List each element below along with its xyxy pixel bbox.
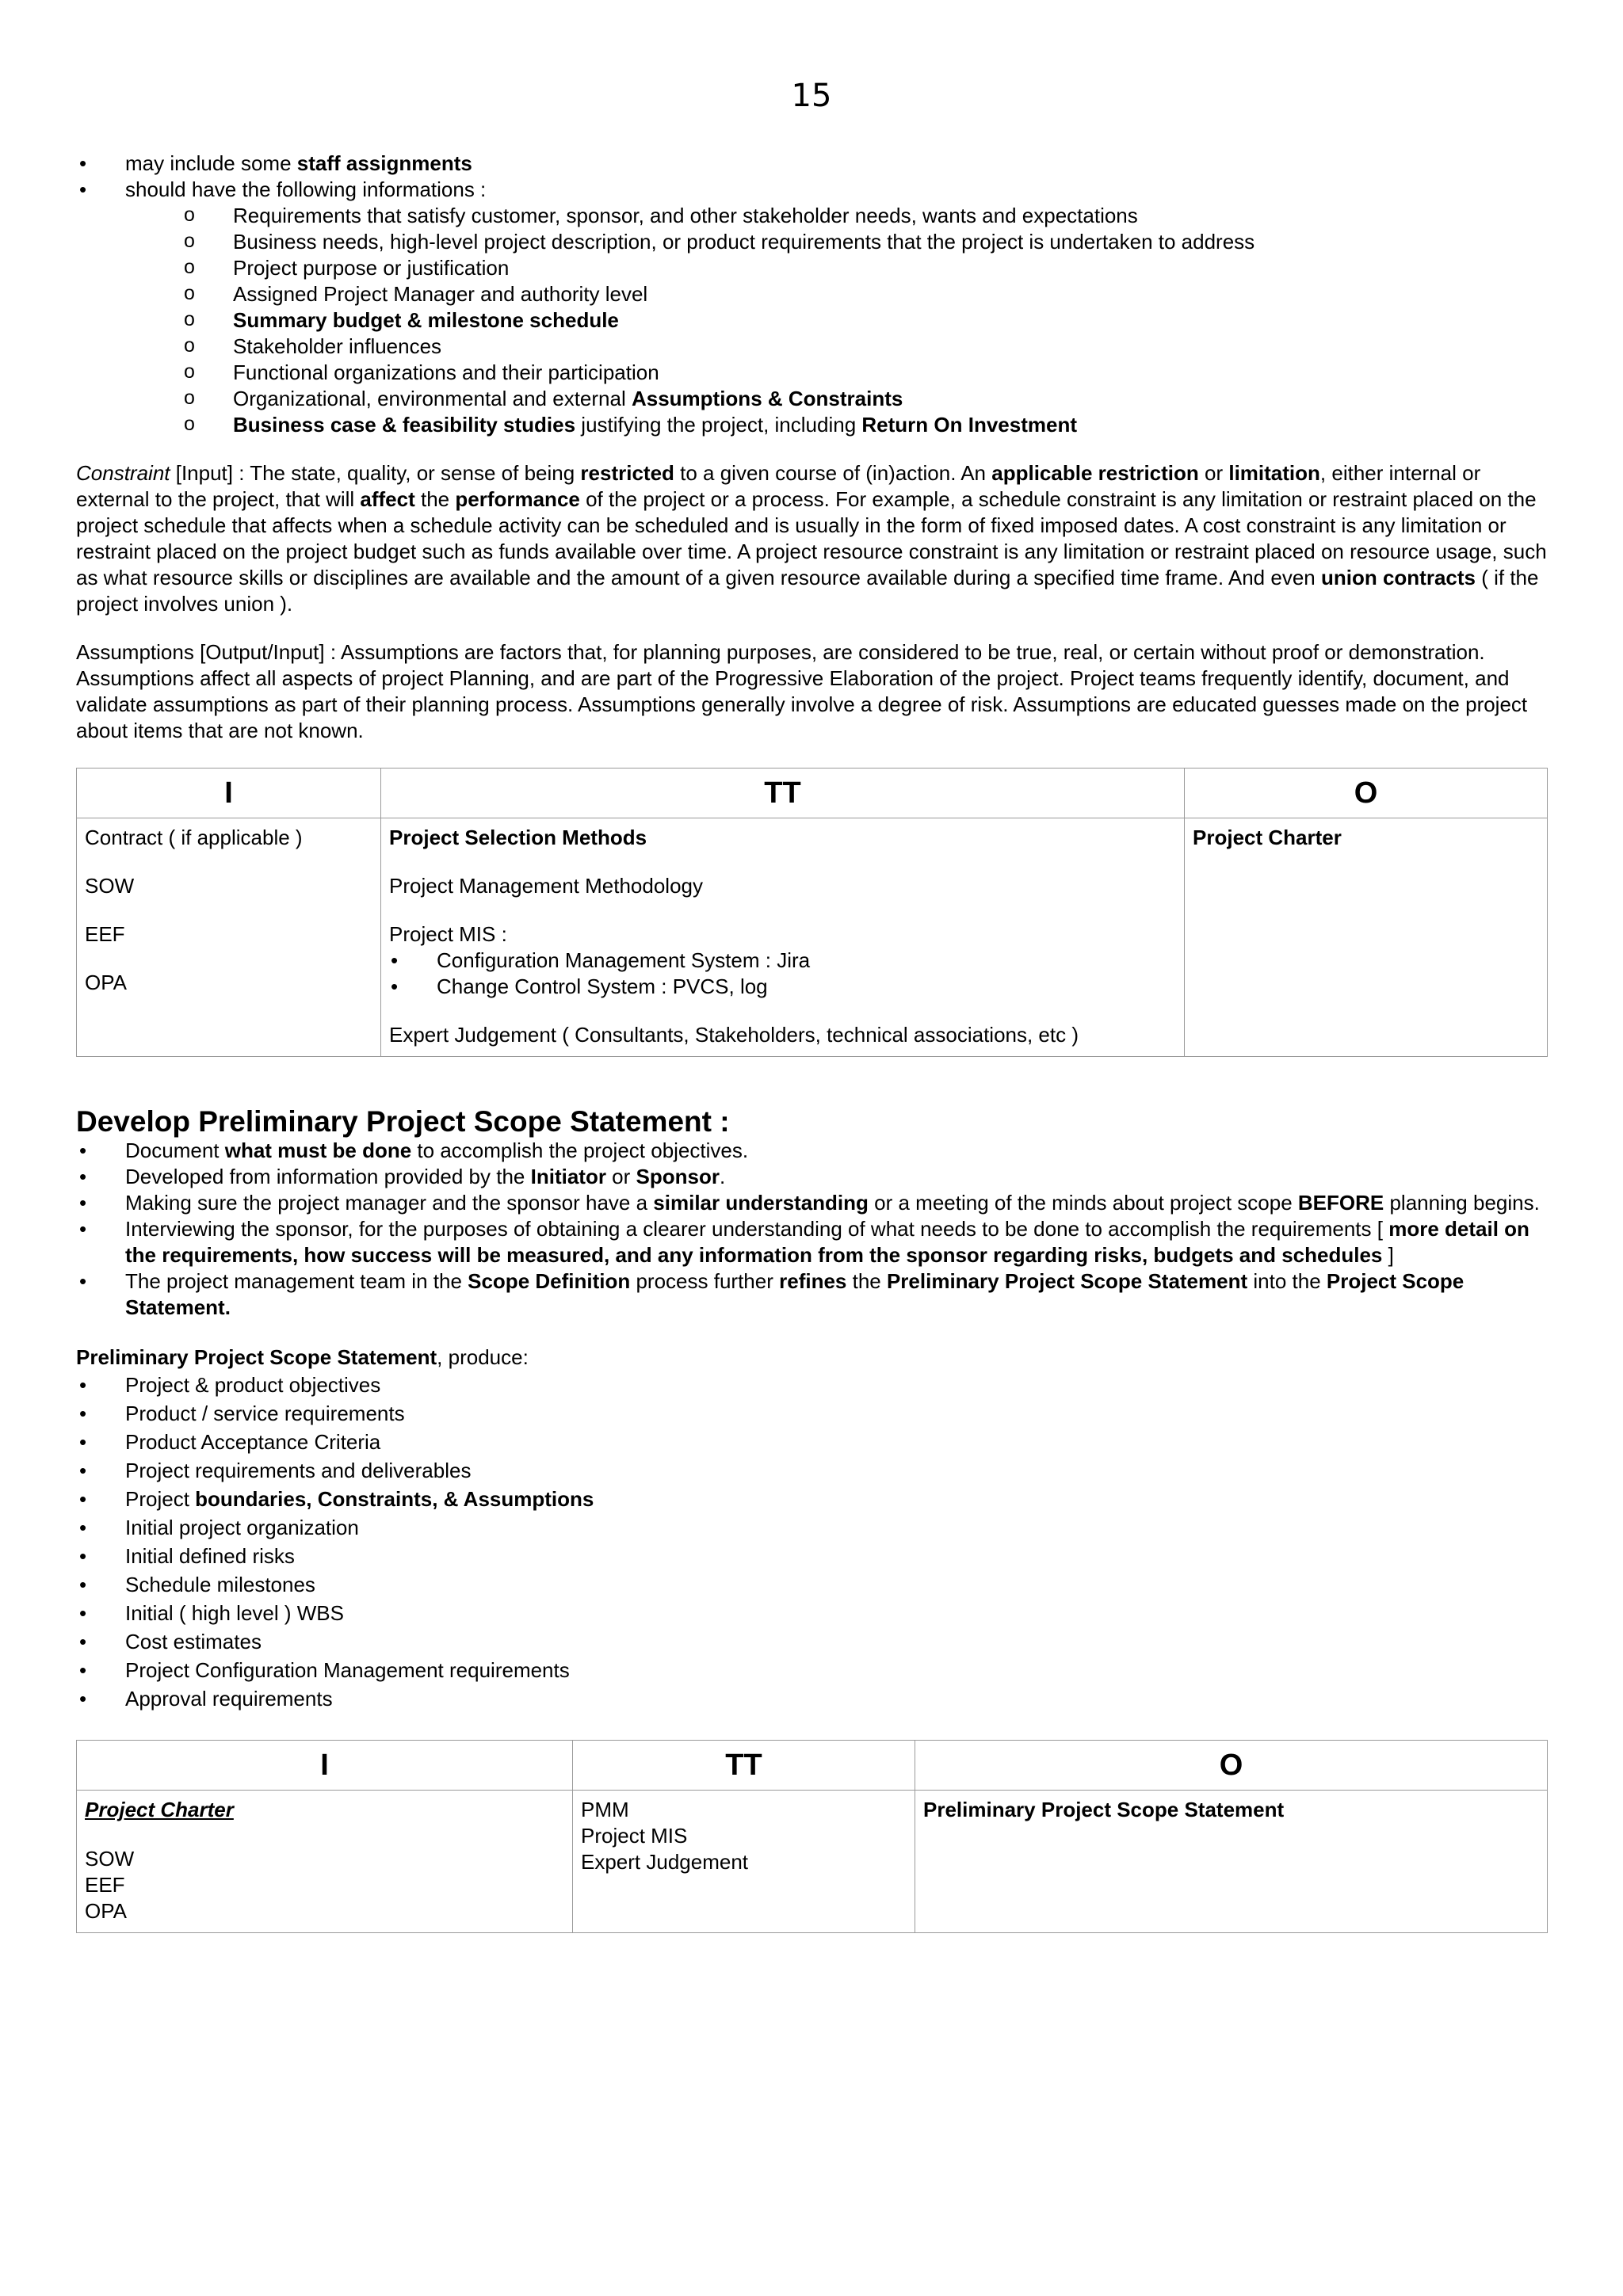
- tool-item: Project Management Methodology: [389, 874, 704, 898]
- output-item: Project Charter: [1193, 826, 1342, 849]
- list-item: • Configuration Management System : Jira: [389, 948, 1176, 974]
- preliminary-scope-title: Preliminary Project Scope Statement, produce:: [76, 1345, 529, 1369]
- list-item: • Project requirements and deliverables: [76, 1456, 1547, 1485]
- list-item: o Business case & feasibility studies justifying the project, including Return On Investment: [125, 412, 1547, 438]
- input-item: Project Charter: [85, 1798, 234, 1821]
- document-body: [76, 151, 1547, 1933]
- list-item: o Organizational, environmental and external Assumptions & Constraints: [125, 386, 1547, 412]
- list-item: • Interviewing the sponsor, for the purposes of obtaining a clearer understanding of what needs to be done to accomplish the requirements [ more detail on the requirements, how success will be measured, and any information from the sponsor regarding risks, budgets and schedules ]: [76, 1216, 1547, 1268]
- list-item: • Making sure the project manager and the sponsor have a similar understanding or a meeting of the minds about project scope BEFORE planning begins.: [76, 1190, 1547, 1216]
- input-item: Contract ( if applicable ): [85, 826, 303, 849]
- list-item: o Assigned Project Manager and authority level: [125, 281, 1547, 307]
- tool-item: Project Selection Methods: [389, 826, 647, 849]
- input-item: OPA: [85, 1899, 127, 1923]
- list-item: • Schedule milestones: [76, 1570, 1547, 1599]
- tool-item: Expert Judgement ( Consultants, Stakeholders, technical associations, etc ): [389, 1023, 1079, 1047]
- outputs-cell: [1185, 818, 1548, 1057]
- tool-item: Project MIS :: [389, 922, 507, 946]
- list-item: • Product / service requirements: [76, 1399, 1547, 1428]
- section-heading: Develop Preliminary Project Scope Statement :: [76, 1105, 730, 1138]
- list-item: • Project Configuration Management requirements: [76, 1656, 1547, 1684]
- list-item: • The project management team in the Scope Definition process further refines the Preliminary Project Scope Statement into the Project Scope Statement.: [76, 1268, 1547, 1321]
- tools-techniques-cell: [381, 818, 1185, 1057]
- list-item: • Initial ( high level ) WBS: [76, 1599, 1547, 1627]
- inputs-cell: [77, 818, 381, 1057]
- list-item: • Initial defined risks: [76, 1542, 1547, 1570]
- list-item: • Cost estimates: [76, 1627, 1547, 1656]
- list-item: o Project purpose or justification: [125, 255, 1547, 281]
- list-item: • Product Acceptance Criteria: [76, 1428, 1547, 1456]
- input-item: OPA: [85, 971, 127, 994]
- tool-item: PMM: [581, 1798, 629, 1821]
- list-item: • Initial project organization: [76, 1513, 1547, 1542]
- produce-bullet-list: [76, 1371, 1547, 1713]
- scope-bullet-list: [76, 1138, 1547, 1321]
- mis-list: [389, 948, 1176, 1000]
- list-item: o Business needs, high-level project description, or product requirements that the project is undertaken to address: [125, 229, 1547, 255]
- inputs-cell: [77, 1791, 573, 1933]
- list-item: • should have the following informations : o Requirements that satisfy customer, sponsor, and other stakeholder needs, wants and expectations o Business needs, high-level project description, or product requirements that the project is undertaken to address o Project purpose or justification o Assigned Project Manager and authority level o Summary budget & milestone schedule o Stakeholder influences o Functional organizations and their participation o Organizational, environmental and external Assumptions & Constraints o Business case & feasibility studies justifying the project, including Return On Investment: [76, 177, 1547, 438]
- tools-techniques-header: TT: [573, 1741, 915, 1791]
- list-item: • Change Control System : PVCS, log: [389, 974, 1176, 1000]
- inputs-header: I: [77, 1741, 573, 1791]
- tool-item: Project MIS: [581, 1824, 688, 1848]
- list-item: • Developed from information provided by the Initiator or Sponsor.: [76, 1164, 1547, 1190]
- output-item: Preliminary Project Scope Statement: [923, 1798, 1285, 1821]
- outputs-header: O: [915, 1741, 1548, 1791]
- input-item: EEF: [85, 1873, 125, 1897]
- inputs-header: I: [77, 769, 381, 818]
- itto-table-charter: [76, 768, 1548, 1057]
- tools-techniques-cell: [573, 1791, 915, 1933]
- list-item: o Requirements that satisfy customer, sponsor, and other stakeholder needs, wants and expectations: [125, 203, 1547, 229]
- list-item: o Functional organizations and their participation: [125, 360, 1547, 386]
- tools-techniques-header: TT: [381, 769, 1185, 818]
- list-item: o Summary budget & milestone schedule: [125, 307, 1547, 334]
- assumptions-paragraph: Assumptions [Output/Input] : Assumptions are factors that, for planning purposes, are considered to be true, real, or certain without proof or demonstration. Assumptions affect all aspects of project Planning, and are part of the Progressive Elaboration of the project. Project teams frequently identify, document, and validate assumptions as part of their planning process. Assumptions generally involve a degree of risk. Assumptions are educated guesses made on the project about items that are not known.: [76, 640, 1528, 742]
- list-item: • Project boundaries, Constraints, & Assumptions: [76, 1485, 1547, 1513]
- page-number: 15: [791, 78, 832, 114]
- tool-item: Expert Judgement: [581, 1850, 749, 1874]
- list-item: • Project & product objectives: [76, 1371, 1547, 1399]
- top-bullet-list: [76, 151, 1547, 438]
- input-item: SOW: [85, 874, 135, 898]
- list-item: o Stakeholder influences: [125, 334, 1547, 360]
- input-item: SOW: [85, 1847, 135, 1871]
- list-item: • Approval requirements: [76, 1684, 1547, 1713]
- outputs-header: O: [1185, 769, 1548, 818]
- outputs-cell: [915, 1791, 1548, 1933]
- input-item: EEF: [85, 922, 125, 946]
- constraint-paragraph: Constraint [Input] : The state, quality, or sense of being restricted to a given course of (in)action. An applicable restriction or limitation, either internal or external to the project, that will affect the performance of the project or a process. For example, a schedule constraint is any limitation or restraint placed on the project schedule that affects when a schedule activity can be scheduled and is usually in the form of fixed imposed dates. A cost constraint is any limitation or restraint placed on the project budget such as funds available over time. A project resource constraint is any limitation or restraint placed on resource usage, such as what resource skills or disciplines are available and the amount of a given resource available during a specified time frame. And even union contracts ( if the project involves union ).: [76, 461, 1547, 616]
- list-item: • Document what must be done to accomplish the project objectives.: [76, 1138, 1547, 1164]
- sub-bullet-list: [125, 203, 1547, 438]
- list-item: • may include some staff assignments: [76, 151, 1547, 177]
- itto-table-scope: [76, 1740, 1548, 1933]
